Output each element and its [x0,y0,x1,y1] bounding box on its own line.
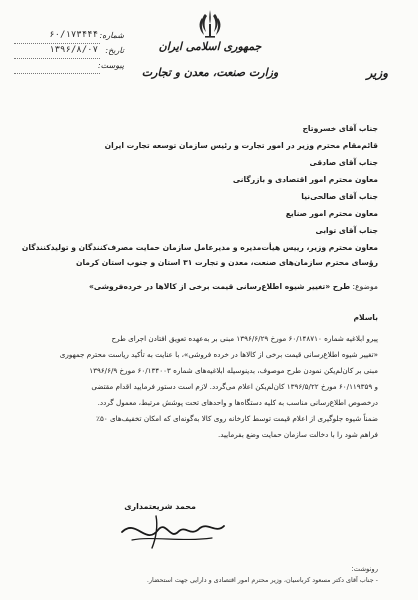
body-line: مبنی بر کان‌لم‌یکن نمودن طرح موصوف، بدینوسیله ابلاغیه‌های شماره ۶۰/۱۳۴۰۰۳ مورخ ۱۳۹۶/۶/۹ [89,366,378,375]
iran-emblem-icon [196,8,224,40]
ministry-title: وزارت صنعت، معدن و تجارت [141,66,279,79]
minister-title: وزیر [366,66,388,80]
salutation: باسلام [353,313,378,322]
republic-title: جمهوری اسلامی ایران [158,40,262,53]
letter-date: ۱۳۹۶/۸/۰۷ [49,45,98,55]
body-line: «تغییر شیوه اطلاع‌رسانی قیمت برخی از کالاها در خرده فروشی»، با عنایت به تأکید ریاست محترم جمهوری [59,350,378,359]
letter-number: ۶۰/۱۷۳۴۴۴ [49,30,98,40]
subject-line [89,282,378,291]
letter-number-row [14,31,124,45]
body-line: پیرو ابلاغیه شماره ۶۰/۱۴۸۷۱۰ مورخ ۱۳۹۶/۶/۲۹ مبنی بر به‌عهده تعویق افتادن اجرای طرح [111,334,378,343]
attachment-row [14,61,124,75]
recipient-line: قائم‌مقام محترم وزیر در امور تجارت و رئیس سازمان توسعه تجارت ایران [104,141,378,150]
body-line: ضمناً شیوه جلوگیری از اعلام قیمت توسط کارخانه روی کالا به‌گونه‌ای که امکان تخفیف‌های ۵۰٪ [96,414,378,423]
letter-date-row [14,46,124,60]
recipient-line: معاون محترم وزیر، رییس هیأت‌مدیره و مدیرعامل سازمان حمایت مصرف‌کنندگان و تولیدکنندگان [21,243,378,252]
letter-date-label: تاریخ: [105,46,124,55]
attachment-label: پیوست: [97,61,124,70]
body-line: درخصوص اطلاع‌رسانی مناسب به کلیه دستگاه‌ها و واحدهای تحت پوشش مرتبط، معمول گردد. [97,398,378,407]
cc-line: - جناب آقای دکتر مسعود کرباسیان، وزیر محترم امور اقتصادی و دارایی جهت استحضار. [146,576,378,584]
recipient-line: جناب آقای صالحی‌نیا [301,192,378,201]
recipient-line: معاون محترم امور اقتصادی و بازرگانی [232,175,378,184]
cc-label: رونوشت: [351,565,378,573]
subject-text: طرح «تغییر شیوه اطلاع‌رسانی قیمت برخی از کالاها در خرده‌فروشی» [89,282,351,291]
recipient-line: معاون محترم امور صنایع [285,209,378,218]
recipient-line: جناب آقای صادقی [309,158,378,167]
signatory-name: محمد شریعتمداری [124,502,196,511]
recipient-line: جناب آقای خسروتاج [302,124,378,133]
subject-label: موضوع: [352,282,378,291]
body-line: و ۶۰/۱۱۹۳۵۹ مورخ ۱۳۹۶/۵/۲۲ کان‌لم‌یکن اعلام می‌گردد. لازم است دستور فرمایید اقدام مقتضی [91,382,378,391]
body-line: فراهم شود را با دخالت سازمان حمایت وضع بفرمایید. [217,430,378,439]
recipient-line: جناب آقای توابی [315,226,378,235]
recipient-line: رؤسای محترم سازمان‌های صنعت، معدن و تجارت ۳۱ استان و جنوب استان کرمان [75,258,378,267]
handwritten-signature [112,510,232,552]
letter-number-label: شماره: [99,31,124,40]
